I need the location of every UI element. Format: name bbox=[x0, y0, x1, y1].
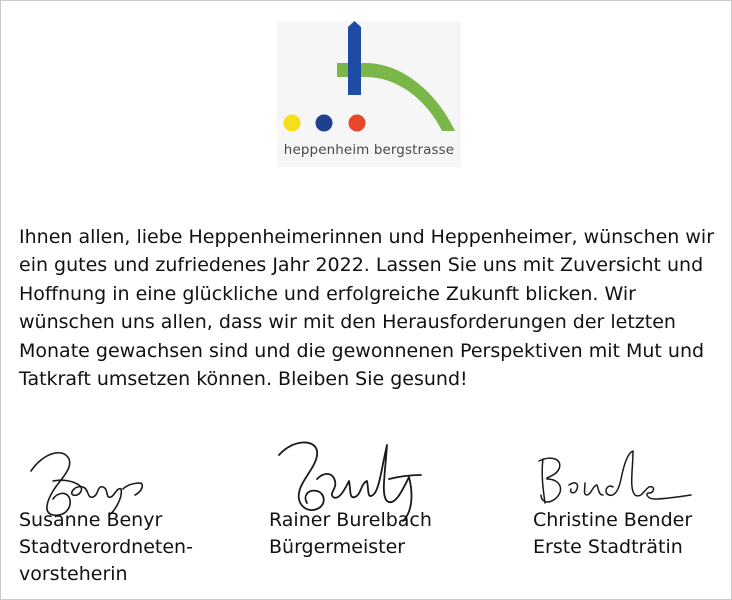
signatory-name: Susanne Benyr bbox=[19, 509, 163, 531]
logo-dot-blue bbox=[316, 115, 333, 132]
logo-dot-yellow bbox=[284, 115, 301, 132]
logo-wordmark: heppenheim bergstrasse bbox=[283, 142, 455, 158]
greeting-message: Ihnen allen, liebe Heppenheimerinnen und Heppenheimer, wünschen wir ein gutes und zufriedenes Jahr 2022. Lassen Sie uns mit Zuversicht und Hoffnung in eine glückliche und erfolgreiche Zukunft blicken. Wir wünschen uns allen, dass wir mit den Herausforderungen der letzten Monate gewachsen sind und die gewonnenen Perspektiven mit Mut und Tatkraft umsetzen können. Bleiben Sie gesund! bbox=[19, 226, 715, 391]
signatory-name: Christine Bender bbox=[533, 509, 693, 531]
signatory-title: Erste Stadträtin bbox=[533, 536, 683, 558]
signatory-title: Stadtverordneten- vorsteherin bbox=[19, 536, 193, 585]
city-logo bbox=[277, 21, 461, 167]
logo-dot-red bbox=[349, 115, 366, 132]
signatory-1 bbox=[19, 507, 219, 588]
signatory-2 bbox=[269, 507, 432, 561]
signature-bender bbox=[529, 449, 699, 509]
signatory-title: Bürgermeister bbox=[269, 536, 406, 558]
signatory-name: Rainer Burelbach bbox=[269, 509, 432, 531]
logo-tower bbox=[348, 27, 361, 95]
signatory-3 bbox=[533, 507, 692, 561]
